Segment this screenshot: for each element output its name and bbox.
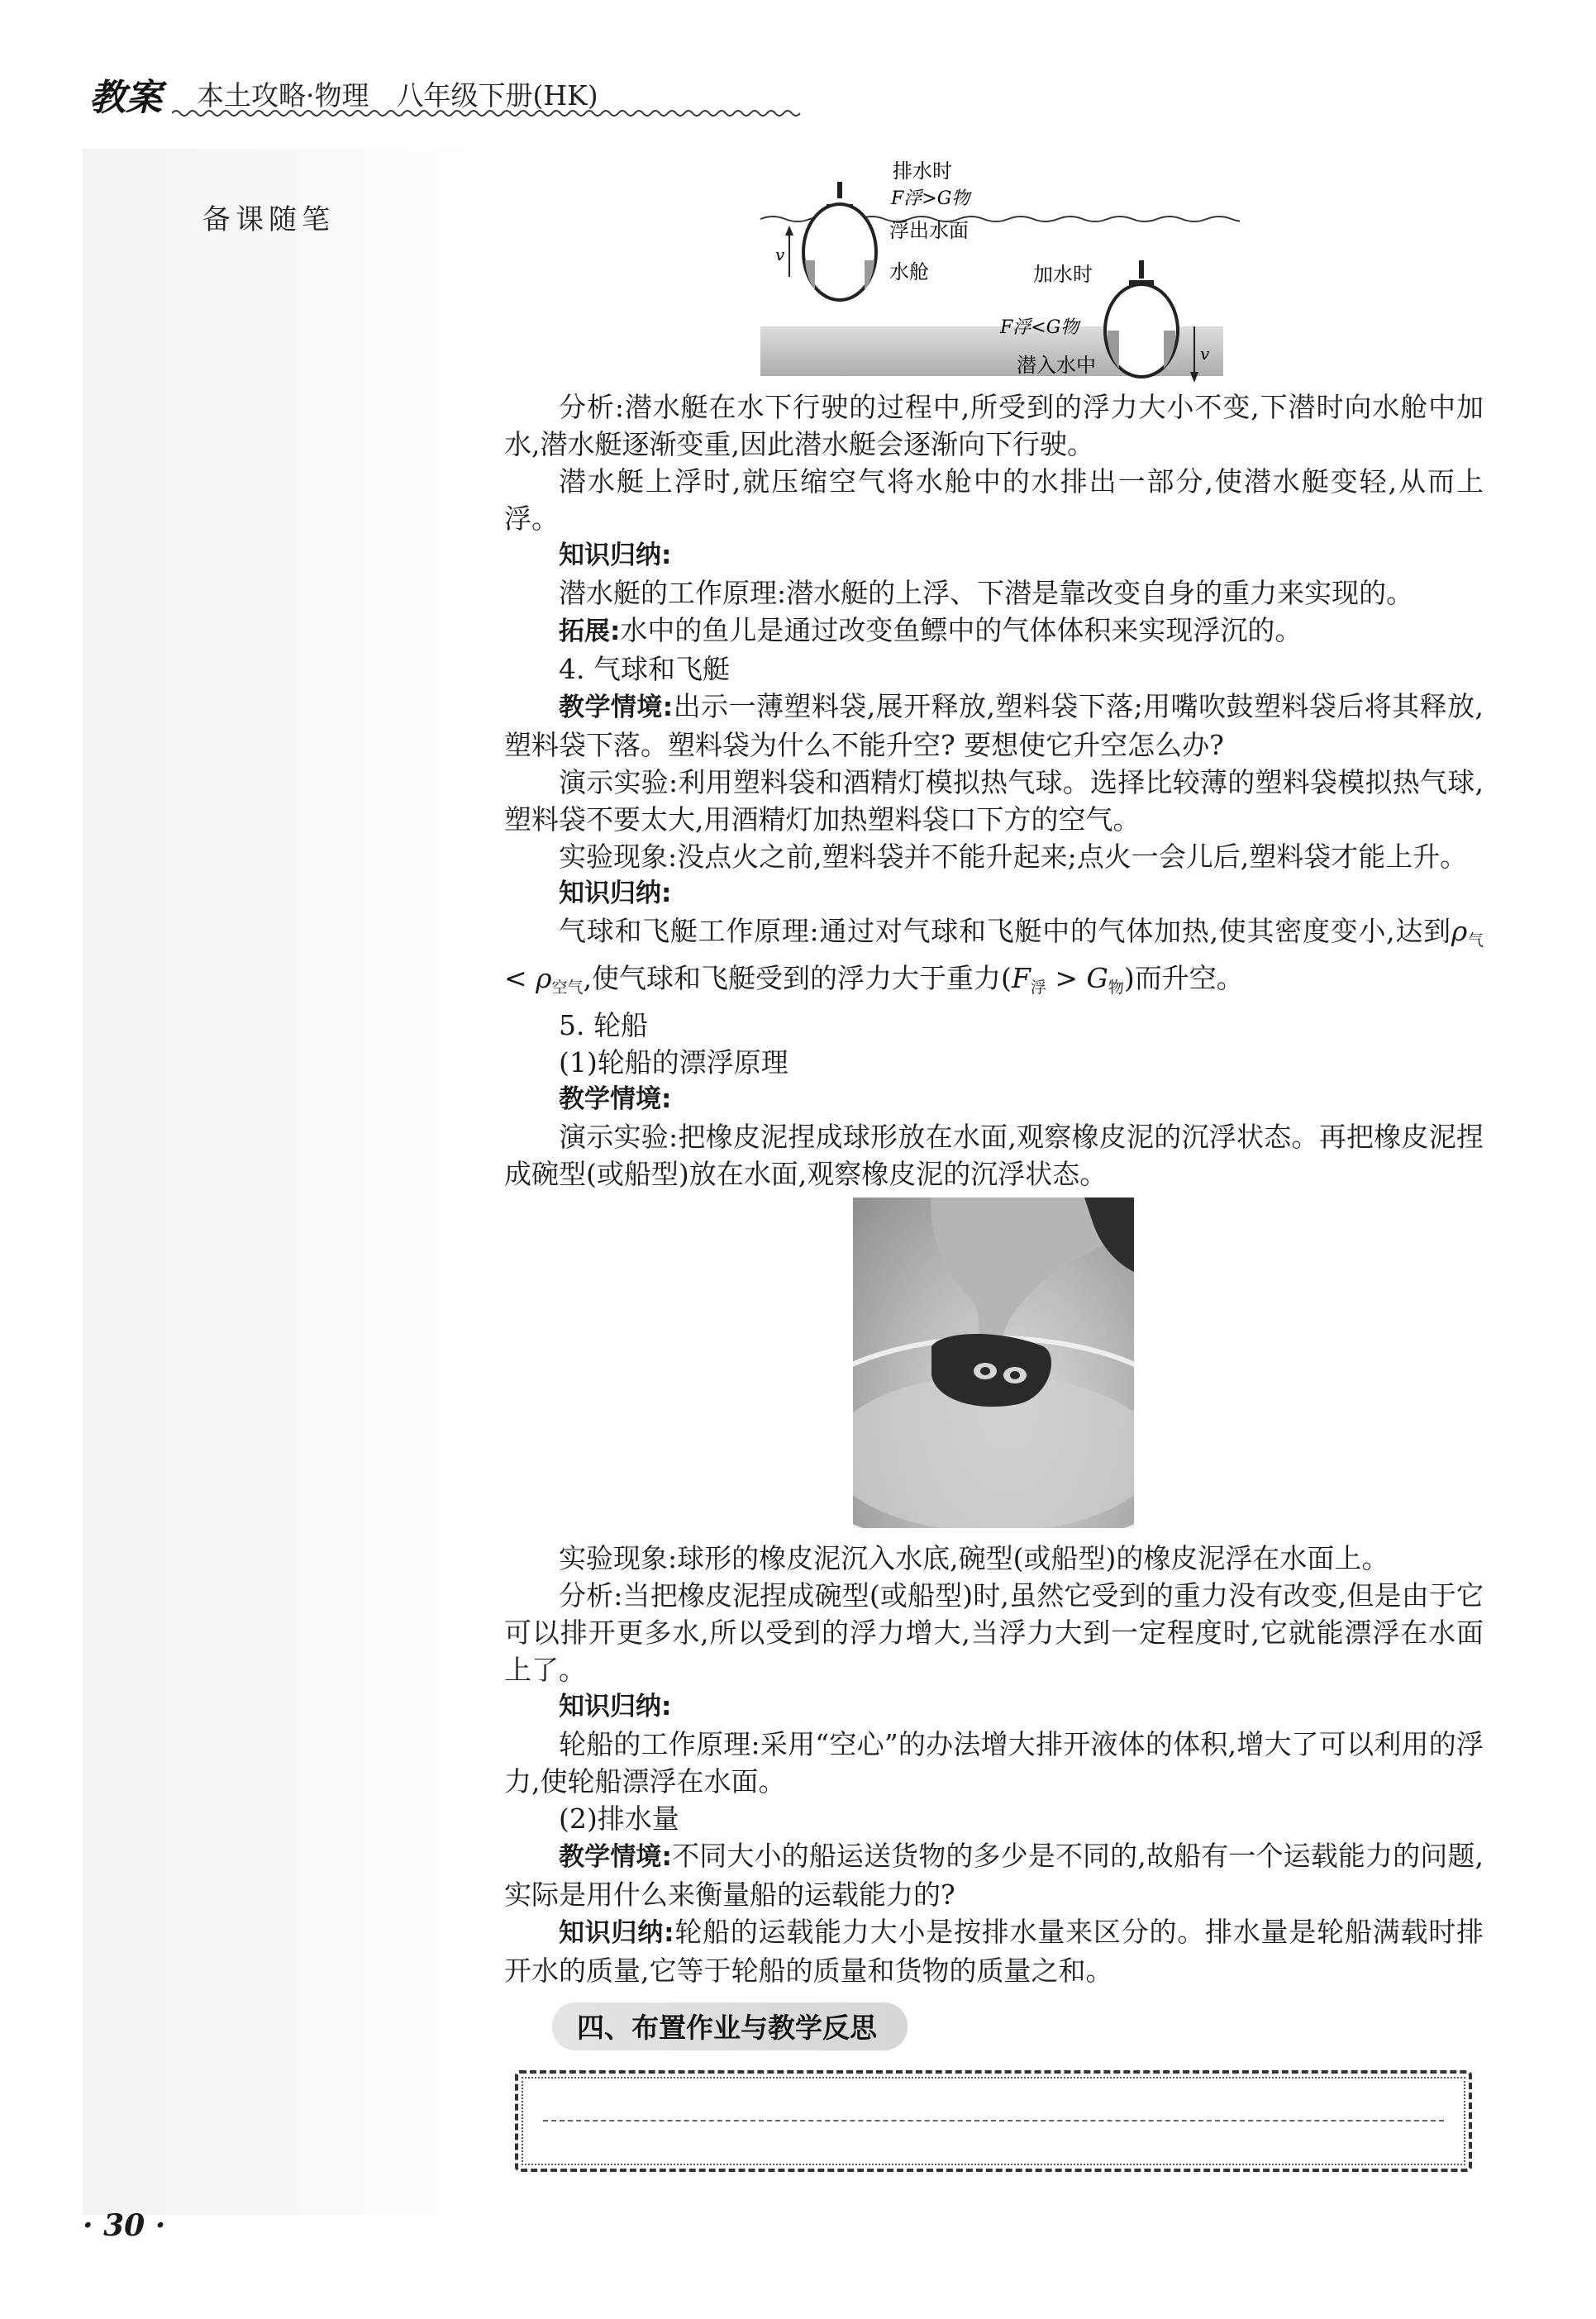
knowledge-label: 知识归纳: xyxy=(559,879,672,908)
submarine-figure xyxy=(744,161,1240,393)
page-number: · 30 · xyxy=(83,2208,166,2243)
knowledge-text: 轮船的运载能力大小是按排水量来区分的。排水量是轮船满载时排开水的质量,它等于轮船的质量和货物的质量之和。 xyxy=(504,1916,1484,1987)
force-symbol: F xyxy=(1011,962,1031,994)
label-tank: 水舱 xyxy=(889,260,929,283)
rho-symbol: ρ xyxy=(1451,915,1468,947)
demo-paragraph: 演示实验:把橡皮泥捏成球形放在水面,观察橡皮泥的沉浮状态。再把橡皮泥捏成碗型(或船型)放在水面,观察橡皮泥的沉浮状态。 xyxy=(504,1121,1484,1190)
subscript: 空气 xyxy=(551,979,584,997)
knowledge-label: 知识归纳: xyxy=(559,540,672,570)
velocity-up-label: v xyxy=(775,245,785,264)
knowledge-paragraph xyxy=(504,1913,1484,1989)
principle-text: ,使气球和飞艇受到的浮力大于重力( xyxy=(583,962,1012,994)
situation-text: 出示一薄塑料袋,展开释放,塑料袋下落;用嘴吹鼓塑料袋后将其释放,塑料袋下落。塑料袋为什么不能升空? 要想使它升空怎么办? xyxy=(504,690,1484,761)
section-title: 四、布置作业与教学反思 xyxy=(577,2012,877,2044)
principle-text: 气球和飞艇工作原理:通过对气球和飞艇中的气体加热,使其密度变小,达到 xyxy=(559,915,1451,947)
heading-ship: 5. 轮船 xyxy=(559,1009,648,1041)
situation-label: 教学情境: xyxy=(559,1084,672,1114)
greater-than: > xyxy=(1046,962,1087,994)
page-header xyxy=(89,68,750,126)
situation-paragraph xyxy=(504,1837,1484,1913)
extension-text: 水中的鱼儿是通过改变鱼鳔中的气体体积来实现浮沉的。 xyxy=(620,614,1303,646)
plasticine-photo-drawing xyxy=(853,1198,1134,1528)
analysis-paragraph: 分析:潜水艇在水下行驶的过程中,所受到的浮力大小不变,下潜时向水舱中加水,潜水艇逐渐变重,因此潜水艇会逐渐向下行驶。 xyxy=(504,391,1484,460)
phenomenon-paragraph: 实验现象:球形的橡皮泥沉入水底,碗型(或船型)的橡皮泥浮在水面上。 xyxy=(559,1542,1389,1574)
notes-sidebar xyxy=(83,149,496,2215)
less-than: < xyxy=(504,962,536,994)
balloon-principle xyxy=(504,912,1484,1007)
label-surface: 浮出水面 xyxy=(889,219,969,242)
label-drain: 排水时 xyxy=(893,161,952,183)
header-title: 本土攻略·物理 八年级下册(HK) xyxy=(197,79,598,112)
heading-balloon: 4. 气球和飞艇 xyxy=(559,653,730,685)
situation-label: 教学情境: xyxy=(559,693,674,722)
note-line xyxy=(543,2120,1444,2121)
situation-paragraph xyxy=(504,688,1484,764)
subscript: 气 xyxy=(1467,931,1484,950)
extension-paragraph xyxy=(504,612,1484,650)
label-dive: 潜入水中 xyxy=(1017,354,1096,377)
rho-symbol: ρ xyxy=(536,962,552,994)
subscript: 浮 xyxy=(1030,979,1046,997)
demo-paragraph: 演示实验:利用塑料袋和酒精灯模拟热气球。选择比较薄的塑料袋模拟热气球,塑料袋不要太大,用酒精灯加热塑料袋口下方的空气。 xyxy=(504,766,1484,836)
gravity-symbol: G xyxy=(1086,962,1108,994)
label-fill-force: F浮<G物 xyxy=(1000,317,1079,338)
principle-text: )而升空。 xyxy=(1123,962,1244,994)
phenomenon-paragraph: 实验现象:没点火之前,塑料袋并不能升起来;点火一会儿后,塑料袋才能上升。 xyxy=(559,840,1468,873)
label-fill: 加水时 xyxy=(1033,263,1093,286)
sidebar-title: 备课随笔 xyxy=(202,203,335,236)
header-wave-underline xyxy=(172,107,833,119)
subheading-displacement: (2)排水量 xyxy=(559,1802,679,1835)
subheading-floating: (1)轮船的漂浮原理 xyxy=(559,1046,788,1079)
situation-text: 不同大小的船运送货物的多少是不同的,故船有一个运载能力的问题,实际是用什么来衡量船的运载能力的? xyxy=(504,1840,1484,1911)
ship-principle: 轮船的工作原理:采用“空心”的办法增大排开液体的体积,增大了可以利用的浮力,使轮船漂浮在水面。 xyxy=(504,1728,1484,1798)
surfacing-paragraph: 潜水艇上浮时,就压缩空气将水舱中的水排出一部分,使潜水艇变轻,从而上浮。 xyxy=(504,465,1484,535)
subscript: 物 xyxy=(1108,979,1124,997)
knowledge-label: 知识归纳: xyxy=(559,1692,672,1721)
analysis-paragraph: 分析:当把橡皮泥捏成碗型(或船型)时,虽然它受到的重力没有改变,但是由于它可以排开更多水,所以受到的浮力增大,当浮力大到一定程度时,它就能漂浮在水面上了。 xyxy=(504,1579,1484,1686)
submarine-diving xyxy=(1105,260,1178,377)
plasticine-photo xyxy=(853,1198,1134,1528)
main-content xyxy=(504,388,1484,1989)
velocity-down-label: v xyxy=(1200,344,1210,364)
submarine-surfacing xyxy=(803,182,876,300)
submarine-principle: 潜水艇的工作原理:潜水艇的上浮、下潜是靠改变自身的重力来实现的。 xyxy=(559,577,1414,609)
extension-label: 拓展: xyxy=(559,617,621,646)
homework-note-box xyxy=(515,2070,1472,2172)
situation-label: 教学情境: xyxy=(559,1842,672,1872)
label-drain-force: F浮>G物 xyxy=(891,188,970,209)
brand-logo: 教案 xyxy=(89,77,162,119)
knowledge-label: 知识归纳: xyxy=(559,1918,674,1948)
